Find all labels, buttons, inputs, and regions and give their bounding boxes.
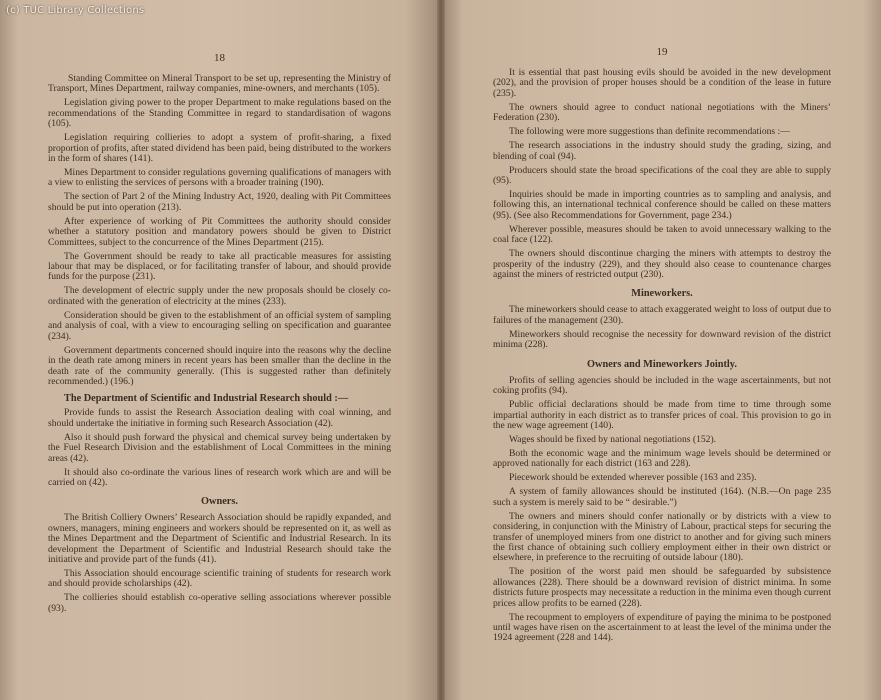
paragraph: The position of the worst paid men should be safeguarded by subsistence allowances (228). There should be a downward revision of district minima. In some districts future prospects may necessitate a reduction in the minima even though current prices allow profits to be earned (228). [493,566,831,609]
paragraph: Profits of selling agencies should be included in the wage ascertainments, but not coking profits (94). [493,374,831,397]
paragraph: The research associations in the industry should study the grading, sizing, and blending of coal (94). [493,140,831,162]
paragraph: It should also co-ordinate the various lines of research work which are and will be carried on (42). [48,466,391,488]
left-paragraphs-c [48,513,391,614]
paragraph: The section of Part 2 of the Mining Industry Act, 1920, dealing with Pit Committees should be put into operation (213). [48,191,391,213]
paragraph: The owners should discontinue charging the miners with attempts to destroy the prosperity of the industry (229), and they should also cease to countenance charges against the miners of restricted output (230). [493,248,831,281]
right-paragraphs-a [493,68,831,280]
paragraph: The following were more suggestions than definite recommendations :— [509,126,790,138]
section-heading-jointly: Owners and Mineworkers Jointly. [587,358,737,370]
paragraph: Provide funds to assist the Research Association dealing with coal winning, and should undertake the initiative in forming such Research Association (42). [48,407,391,429]
paragraph: Legislation requiring collieries to adopt a system of profit-sharing, a fixed proportion of profits, after stated dividend has been paid, being distributed to the workers in the form of shares (141). [48,132,391,165]
paragraph: Also it should push forward the physical and chemical survey being undertaken by the Fuel Research Division and the establishment of Local Committees in the mining areas (42). [48,431,391,464]
paragraph: Wages should be fixed by national negotiations (152). [509,433,717,445]
page-number-right: 19 [656,46,668,58]
paragraph: Inquiries should be made in importing countries as to sampling and analysis, and following this, an international technical conference should be called on these matters (95). (See also Recommendations for Government, page 234.) [493,189,831,221]
paragraph: The owners and miners should confer nationally or by districts with a view to considering, in conjunction with the Ministry of Labour, practical steps for securing the transfer of unemployed miners from one district to another and for giving such miners the first chance of obtaining such colliery employment either in their own district or elsewhere, in preference to the recruiting of outside labour (180). [493,510,831,564]
section-heading-mineworkers: Mineworkers. [631,288,693,300]
paragraph: Consideration should be given to the establishment of an official system of sampling and analysis of coal, with a view to encouraging selling on specification and guarantee (234). [48,309,391,342]
paragraph: Piecework should be extended wherever possible (163 and 235). [509,472,757,484]
paragraph: The British Colliery Owners’ Research Association should be rapidly expanded, and owners, managers, mining engineers and workers should be represented on it, as well as the Mines Department and the Department of Scientific and Industrial Research. In its development the Department of Scientific and Industrial Research should take the initiative and provide part of the funds (41). [48,512,391,565]
paragraph: Mines Department to consider regulations governing qualifications of managers with a view to enlisting the services of persons with a broader training (190). [48,167,391,189]
paragraph: The recoupment to employers of expenditure of paying the minima to be postponed until wages have risen on the ascertainment to at least the level of the minima under the 1924 agreement (228 and 144). [493,611,831,644]
section-heading-dsir: The Department of Scientific and Industrial Research should :— [64,393,349,405]
paragraph: The development of electric supply under the new proposals should be closely co-ordinated with the generation of electricity at the mines (233). [48,285,391,307]
right-page [441,0,881,700]
paragraph: It is essential that past housing evils should be avoided in the new development (202), and the provision of proper houses should be a condition of the lease in future (235). [493,67,831,99]
page-number-left: 18 [214,52,225,64]
paragraph: A system of family allowances should be instituted (164). (N.B.—On page 235 such a system is merely said to be “ desirable.”) [493,486,831,508]
right-paragraphs-c [493,376,831,644]
paragraph: Wherever possible, measures should be taken to avoid unnecessary walking to the coal face (122). [493,223,831,246]
paragraph: The collieries should establish co-operative selling associations wherever possible (93). [48,592,391,614]
paragraph: Public official declarations should be made from time to time through some impartial authority in each district as to transfer prices of coal. This provision to go in the new wage agreement (140). [493,399,831,431]
left-paragraphs-b [48,408,391,488]
section-heading-owners: Owners. [201,496,238,508]
paragraph: The owners should agree to conduct national negotiations with the Miners’ Federation (230). [493,101,831,124]
paragraph: This Association should encourage scientific training of students for research work and should provide scholarships (42). [48,567,391,590]
paragraph: Standing Committee on Mineral Transport to be set up, representing the Ministry of Transport, Mines Department, railway companies, mine-owners, and merchants (105). [48,73,391,95]
paragraph: Government departments concerned should inquire into the reasons why the decline in the death rate among miners in recent years has been smaller than the decline in the death rate of the community generally. (This is suggested rather than definitely recommended.) (196.) [48,344,391,387]
watermark-text: (c) TUC Library Collections [6,5,145,16]
paragraph: Both the economic wage and the minimum wage levels should be determined or approved nationally for each district (163 and 228). [493,447,831,470]
book-gutter [437,0,445,700]
paragraph: After experience of working of Pit Committees the authority should consider whether a statutory position and mandatory powers should be given to District Committees, subject to the concurrence of the Mines Department (215). [48,215,391,248]
right-paragraphs-b [493,305,831,350]
paragraph: Legislation giving power to the proper Department to make regulations based on the recommendations of the Standing Committee in regard to standardisation of wagons (105). [48,97,391,130]
paragraph: The mineworkers should cease to attach exaggerated weight to loss of output due to failures of the management (230). [493,304,831,326]
paragraph: Mineworkers should recognise the necessity for downward revision of the district minima (228). [493,328,831,351]
paragraph: Producers should state the broad specifications of the coal they are able to supply (95). [493,164,831,187]
left-paragraphs-a [48,74,391,387]
paragraph: The Government should be ready to take all practicable measures for assisting labour that may be displaced, or for facilitating transfer of labour, and should provide funds for the purpose (231). [48,250,391,283]
